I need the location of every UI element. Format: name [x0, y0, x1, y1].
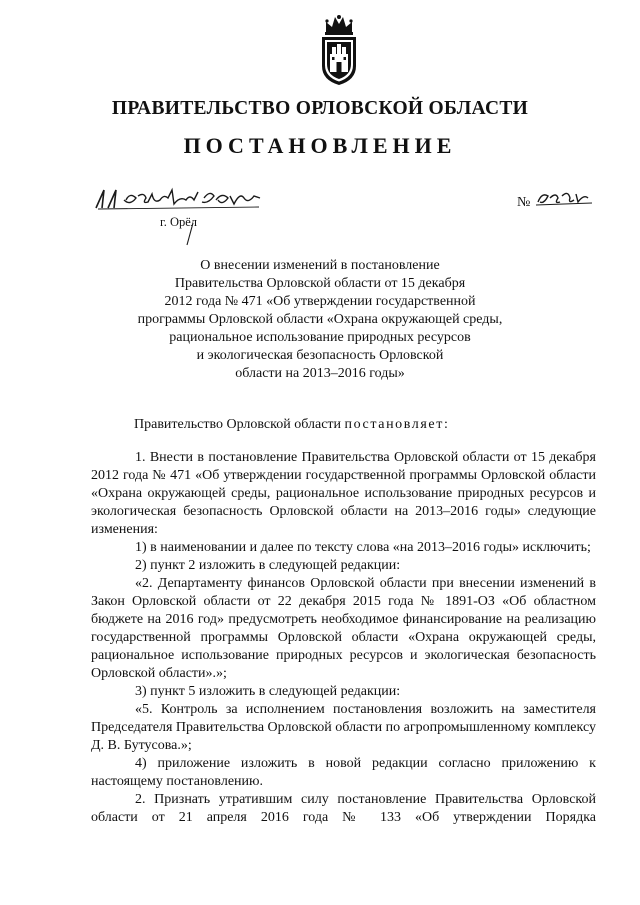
title-line: О внесении изменений в постановление	[200, 258, 440, 273]
title-line: области на 2013–2016 годы»	[235, 366, 405, 381]
document-type: ПОСТАНОВЛЕНИЕ	[183, 133, 457, 158]
pen-mark	[184, 222, 196, 246]
paragraph: 2) пункт 2 изложить в следующей редакции:	[135, 558, 401, 573]
intro-prefix: Правительство Орловской области	[134, 417, 342, 432]
title-line: программы Орловской области «Охрана окружающей среды,	[137, 312, 503, 327]
title-line: Правительства Орловской области от 15 декабря	[174, 276, 466, 291]
paragraph: 2. Признать утратившим силу постановление Правительства Орловской области от 21 апреля 2016 года № 133 «Об утверждении Порядка	[91, 792, 596, 825]
paragraph: 1) в наименовании и далее по тексту слова «на 2013–2016 годы» исключить;	[135, 540, 591, 555]
title-line: рациональное использование природных ресурсов	[169, 330, 471, 345]
intro-resolves: постановляет:	[344, 417, 450, 432]
document-body	[91, 449, 596, 827]
resolution-intro	[134, 417, 449, 433]
government-name: ПРАВИТЕЛЬСТВО ОРЛОВСКОЙ ОБЛАСТИ	[111, 98, 529, 119]
document-title	[100, 257, 540, 383]
paragraph: 4) приложение изложить в новой редакции согласно приложению к настоящему постановлению.	[91, 756, 596, 789]
handwritten-number	[534, 188, 594, 210]
title-line: 2012 года № 471 «Об утверждении государственной	[164, 294, 476, 309]
coat-of-arms-emblem	[318, 14, 360, 86]
title-line: и экологическая безопасность Орловской	[196, 348, 444, 363]
paragraph: «5. Контроль за исполнением постановления возложить на заместителя Председателя Правительства Орловской области по агропромышленному комплексу Д. В. Бутусова.»;	[91, 702, 596, 753]
paragraph: 1. Внести в постановление Правительства Орловской области от 15 декабря 2012 года № 471 «Об утверждении государственной программы Орловской области «Охрана окружающей среды, рациональное использование природных ресурсов и экологическая безопасность Орловской области на 2013–2016 годы» следующие изменения:	[91, 450, 596, 537]
number-label: №	[517, 195, 531, 210]
paragraph: 3) пункт 5 изложить в следующей редакции:	[135, 684, 401, 699]
city-name: г. Орёл	[160, 215, 198, 229]
handwritten-date	[94, 186, 264, 212]
paragraph: «2. Департаменту финансов Орловской области при внесении изменений в Закон Орловской области от 22 декабря 2015 года № 1891-ОЗ «Об областном бюджете на 2016 год» предусмотреть необходимое финансирование на реализацию государственной программы Орловской области «Охрана окружающей среды, рациональное использование природных ресурсов и экологическая безопасность Орловской области».»;	[91, 576, 596, 681]
